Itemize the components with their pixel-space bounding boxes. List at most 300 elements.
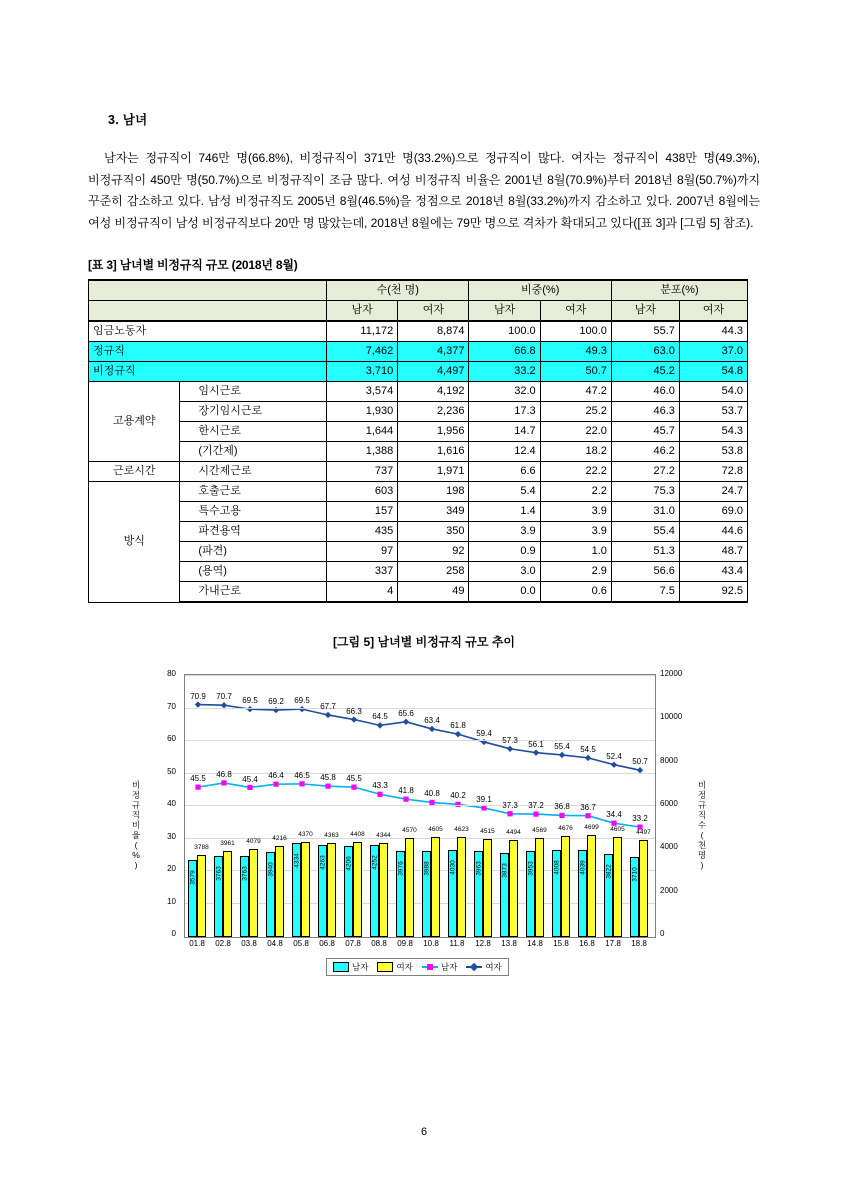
table-cell: 92.5 bbox=[679, 582, 747, 603]
table-cell: 31.0 bbox=[611, 502, 679, 522]
table-cell: 1.0 bbox=[540, 542, 611, 562]
row-category: 고용계약 bbox=[89, 382, 180, 462]
chart-xtick: 01.8 bbox=[189, 939, 205, 949]
chart-bar bbox=[275, 846, 284, 937]
chart-marker bbox=[403, 797, 408, 802]
chart-bar-label: 4039 bbox=[579, 859, 586, 875]
table-cell: 3.0 bbox=[469, 562, 540, 582]
chart-ytick-right: 6000 bbox=[660, 799, 678, 809]
chart-bar bbox=[249, 849, 258, 937]
table-cell: 1,616 bbox=[398, 442, 469, 462]
table-cell: 22.0 bbox=[540, 422, 611, 442]
chart-point-label: 37.2 bbox=[528, 801, 544, 811]
chart-marker bbox=[247, 785, 252, 790]
header-count: 수(천 명) bbox=[327, 280, 469, 301]
row-category: 방식 bbox=[89, 482, 180, 603]
table-row bbox=[89, 442, 748, 462]
chart-bar-label: 4515 bbox=[480, 828, 495, 836]
table-header-group-row bbox=[89, 280, 748, 301]
figure-caption: [그림 5] 남녀별 비정규직 규모 추이 bbox=[332, 635, 516, 650]
chart-bar-label: 3822 bbox=[605, 864, 612, 879]
chart-bar-label: 4570 bbox=[402, 827, 417, 835]
table-cell: 56.6 bbox=[611, 562, 679, 582]
table-cell: 11,172 bbox=[327, 321, 398, 342]
table-row bbox=[89, 522, 748, 542]
chart-gridline bbox=[185, 773, 655, 774]
chart-point-label: 37.3 bbox=[502, 800, 518, 810]
chart-ytick-right: 0 bbox=[660, 929, 665, 939]
chart-bar-label: 4079 bbox=[246, 837, 261, 845]
chart-ytick-left: 70 bbox=[167, 701, 176, 711]
table-cell: 53.8 bbox=[679, 442, 747, 462]
row-label: 호출근로 bbox=[180, 482, 327, 502]
chart-point-label: 40.8 bbox=[424, 789, 440, 799]
chart-bar-label: 3710 bbox=[631, 866, 638, 882]
table-row bbox=[89, 542, 748, 562]
section-title: 3. 남녀 bbox=[108, 113, 148, 127]
chart-ytick-right: 12000 bbox=[660, 669, 683, 679]
table-cell: 337 bbox=[327, 562, 398, 582]
chart-marker bbox=[533, 812, 538, 817]
chart-point-label: 65.6 bbox=[398, 708, 414, 718]
table-cell: 46.3 bbox=[611, 402, 679, 422]
chart-ytick-right: 10000 bbox=[660, 712, 683, 722]
table-cell: 4,377 bbox=[398, 342, 469, 362]
table-cell: 12.4 bbox=[469, 442, 540, 462]
legend-swatch-line-female bbox=[466, 963, 482, 971]
table-cell: 7,462 bbox=[327, 342, 398, 362]
table-cell: 1.4 bbox=[469, 502, 540, 522]
table-cell: 44.3 bbox=[679, 321, 747, 342]
chart-bar bbox=[535, 838, 544, 937]
table-cell: 45.2 bbox=[611, 362, 679, 382]
chart-point-label: 36.8 bbox=[554, 802, 570, 812]
table-cell: 5.4 bbox=[469, 482, 540, 502]
legend-label-bar-male: 남자 bbox=[352, 962, 369, 973]
chart-bar bbox=[587, 835, 596, 937]
chart-bar bbox=[379, 843, 388, 937]
chart-marker bbox=[377, 722, 383, 728]
chart-marker bbox=[507, 746, 513, 752]
table-cell: 54.8 bbox=[679, 362, 747, 382]
row-label: 임금노동자 bbox=[89, 321, 327, 342]
chart-bar-label: 3579 bbox=[189, 869, 196, 885]
chart-point-label: 45.5 bbox=[190, 774, 206, 784]
table-cell: 55.4 bbox=[611, 522, 679, 542]
chart-ytick-left: 20 bbox=[167, 864, 176, 874]
table-cell: 100.0 bbox=[469, 321, 540, 342]
table-head bbox=[89, 280, 748, 321]
chart-xtick: 16.8 bbox=[579, 939, 595, 949]
chart-marker bbox=[325, 784, 330, 789]
chart-bar bbox=[405, 838, 414, 937]
chart-bar-label: 3961 bbox=[220, 840, 235, 848]
chart-bar-label: 3788 bbox=[194, 843, 209, 851]
table-cell: 49.3 bbox=[540, 342, 611, 362]
chart-xtick: 14.8 bbox=[527, 939, 543, 949]
chart-bar-label: 4676 bbox=[558, 824, 573, 832]
chart-marker bbox=[351, 716, 357, 722]
chart-marker bbox=[559, 813, 564, 818]
table-cell: 603 bbox=[327, 482, 398, 502]
table-cell: 1,930 bbox=[327, 402, 398, 422]
table-cell: 53.7 bbox=[679, 402, 747, 422]
chart-xtick: 17.8 bbox=[605, 939, 621, 949]
table-cell: 349 bbox=[398, 502, 469, 522]
table-cell: 0.9 bbox=[469, 542, 540, 562]
chart-point-label: 70.7 bbox=[216, 692, 232, 702]
table-cell: 6.6 bbox=[469, 462, 540, 482]
chart-point-label: 46.8 bbox=[216, 769, 232, 779]
chart-point-label: 46.4 bbox=[268, 771, 284, 781]
chart-point-label: 70.9 bbox=[190, 691, 206, 701]
chart-bar bbox=[509, 840, 518, 937]
chart-xtick: 12.8 bbox=[475, 939, 491, 949]
chart-marker bbox=[481, 805, 486, 810]
row-label: (기간제) bbox=[180, 442, 327, 462]
chart-bar-label: 4408 bbox=[350, 830, 365, 838]
table-row bbox=[89, 382, 748, 402]
chart-ytick-left: 80 bbox=[167, 669, 176, 679]
chart-point-label: 41.8 bbox=[398, 786, 414, 796]
legend-label-bar-female: 여자 bbox=[396, 962, 413, 973]
chart-marker bbox=[533, 750, 539, 756]
legend-label-line-female: 여자 bbox=[485, 962, 502, 973]
chart-xtick: 07.8 bbox=[345, 939, 361, 949]
table-cell: 51.3 bbox=[611, 542, 679, 562]
chart-bar bbox=[327, 843, 336, 938]
figure-chart bbox=[88, 660, 760, 990]
table-cell: 7.5 bbox=[611, 582, 679, 603]
chart-point-label: 39.1 bbox=[476, 794, 492, 804]
body-paragraph: 남자는 정규직이 746만 명(66.8%), 비정규직이 371만 명(33.2%)으로 정규직이 많다. 여자는 정규직이 438만 명(49.3%), 비정규직이 450만 명(50.7%)으로 비정규직이 조금 많다. 여성 비정규직 비율은 2001년 8월(70.9%)부터 2018년 8월(50.7%)까지 꾸준히 감소하고 있다. 남성 비정규직도 2005년 8월(46.5%)을 정점으로 2018년 8월(33.2%)까지 감소하고 있다. 2007년 8월에는 여성 비정규직이 남성 비정규직보다 20만 명 많았는데, 2018년 8월에는 79만 명으로 격차가 확대되고 있다([표 3]과 [그림 5] 참조). bbox=[88, 151, 760, 230]
chart-point-label: 46.5 bbox=[294, 770, 310, 780]
chart-marker bbox=[455, 731, 461, 737]
chart-bar-label: 4370 bbox=[298, 831, 313, 839]
header-distribution: 분포(%) bbox=[611, 280, 747, 301]
chart-bar-label: 4497 bbox=[636, 828, 651, 836]
chart-bar-label: 4569 bbox=[532, 827, 547, 835]
chart-bar bbox=[457, 837, 466, 937]
table-cell: 97 bbox=[327, 542, 398, 562]
legend-label-line-male: 남자 bbox=[440, 962, 458, 973]
table-cell: 2.2 bbox=[540, 482, 611, 502]
subheader-dist-male: 남자 bbox=[611, 301, 679, 322]
legend-line-female bbox=[466, 961, 501, 973]
document-content bbox=[88, 110, 760, 990]
chart-bar-label: 4030 bbox=[449, 860, 456, 875]
row-label: 시간제근로 bbox=[180, 462, 327, 482]
table-subheader-row bbox=[89, 301, 748, 322]
chart-point-label: 66.3 bbox=[346, 706, 362, 716]
chart-bar-label: 4605 bbox=[428, 826, 443, 834]
table-cell: 3.9 bbox=[469, 522, 540, 542]
table-cell: 32.0 bbox=[469, 382, 540, 402]
table-cell: 47.2 bbox=[540, 382, 611, 402]
table-cell: 66.8 bbox=[469, 342, 540, 362]
chart-marker bbox=[429, 726, 435, 732]
chart-marker bbox=[559, 752, 565, 758]
chart-xtick: 05.8 bbox=[293, 939, 309, 949]
chart-bar-label: 4344 bbox=[376, 831, 391, 839]
table-cell: 43.4 bbox=[679, 562, 747, 582]
chart-xtick: 02.8 bbox=[215, 939, 231, 949]
chart-xtick: 08.8 bbox=[371, 939, 387, 949]
table-cell: 48.7 bbox=[679, 542, 747, 562]
subheader-count-male: 남자 bbox=[327, 301, 398, 322]
chart-point-label: 43.3 bbox=[372, 781, 388, 791]
chart-bar-label: 4605 bbox=[610, 826, 625, 834]
table-cell: 63.0 bbox=[611, 342, 679, 362]
chart-ylabel-right: 비 정 규 직 수 ( 천 명 ) bbox=[697, 780, 707, 871]
row-label: 가내근로 bbox=[180, 582, 327, 603]
chart-ytick-left: 60 bbox=[167, 734, 176, 744]
row-label: (용역) bbox=[180, 562, 327, 582]
table-cell: 44.6 bbox=[679, 522, 747, 542]
chart-bar-label: 3976 bbox=[397, 861, 404, 876]
chart-gridline bbox=[185, 708, 655, 709]
table-cell: 27.2 bbox=[611, 462, 679, 482]
table-cell: 198 bbox=[398, 482, 469, 502]
table-cell: 100.0 bbox=[540, 321, 611, 342]
chart-marker bbox=[195, 785, 200, 790]
chart-point-label: 61.8 bbox=[450, 721, 466, 731]
chart-xtick: 06.8 bbox=[319, 939, 335, 949]
chart-xtick: 18.8 bbox=[631, 939, 647, 949]
subheader-count-female: 여자 bbox=[398, 301, 469, 322]
table-cell: 37.0 bbox=[679, 342, 747, 362]
chart-marker bbox=[221, 780, 226, 785]
chart-ytick-left: 50 bbox=[167, 766, 176, 776]
chart-bar bbox=[639, 840, 648, 937]
legend-swatch-bar-female bbox=[377, 962, 393, 972]
table-cell: 45.7 bbox=[611, 422, 679, 442]
chart-ytick-right: 4000 bbox=[660, 842, 678, 852]
chart-point-label: 45.4 bbox=[242, 774, 258, 784]
table-cell: 25.2 bbox=[540, 402, 611, 422]
table-cell: 75.3 bbox=[611, 482, 679, 502]
nonregular-workers-table bbox=[88, 279, 748, 603]
chart-point-label: 57.3 bbox=[502, 735, 518, 745]
chart-marker bbox=[611, 762, 617, 768]
chart-bar-label: 4363 bbox=[324, 831, 339, 839]
chart-bar-label: 3940 bbox=[267, 861, 274, 877]
chart-ytick-left: 10 bbox=[167, 896, 176, 906]
chart-ylabel-left: 비 정 규 직 비 율 ( % ) bbox=[131, 780, 141, 871]
table-row bbox=[89, 562, 748, 582]
chart-bar bbox=[197, 855, 206, 937]
chart-bar-label: 4008 bbox=[553, 860, 560, 875]
chart-bar-label: 3763 bbox=[241, 865, 248, 881]
chart-marker bbox=[507, 811, 512, 816]
chart-point-label: 36.7 bbox=[580, 802, 596, 812]
chart-point-label: 63.4 bbox=[424, 716, 440, 725]
subheader-dist-female: 여자 bbox=[679, 301, 747, 322]
chart-marker bbox=[299, 781, 304, 786]
legend-bar-male bbox=[333, 961, 368, 973]
chart-bar bbox=[431, 837, 440, 937]
chart-ytick-left: 40 bbox=[167, 799, 176, 809]
table-cell: 69.0 bbox=[679, 502, 747, 522]
table-cell: 1,971 bbox=[398, 462, 469, 482]
table-cell: 24.7 bbox=[679, 482, 747, 502]
chart-xtick: 15.8 bbox=[553, 939, 569, 949]
chart-xtick: 04.8 bbox=[267, 939, 283, 949]
table-cell: 55.7 bbox=[611, 321, 679, 342]
chart-xtick: 11.8 bbox=[449, 939, 465, 949]
table-row bbox=[89, 342, 748, 362]
chart-point-label: 69.2 bbox=[268, 697, 284, 707]
chart-bar-label: 4334 bbox=[293, 853, 300, 868]
table-cell: 3,574 bbox=[327, 382, 398, 402]
chart-point-label: 69.5 bbox=[294, 696, 310, 706]
table-cell: 92 bbox=[398, 542, 469, 562]
table-cell: 2.9 bbox=[540, 562, 611, 582]
table-cell: 2,236 bbox=[398, 402, 469, 422]
chart-bar bbox=[613, 837, 622, 937]
table-cell: 1,388 bbox=[327, 442, 398, 462]
chart-point-label: 33.2 bbox=[632, 814, 648, 824]
table-row bbox=[89, 582, 748, 603]
table-cell: 350 bbox=[398, 522, 469, 542]
page-number: 6 bbox=[420, 1126, 428, 1138]
table-cell: 72.8 bbox=[679, 462, 747, 482]
chart-point-label: 59.4 bbox=[476, 729, 492, 738]
table-cell: 1,644 bbox=[327, 422, 398, 442]
chart-bar bbox=[301, 842, 310, 937]
header-blank bbox=[89, 280, 327, 301]
row-category: 근로시간 bbox=[89, 462, 180, 482]
row-label: (파견) bbox=[180, 542, 327, 562]
table-caption: [표 3] 남녀별 비정규직 규모 (2018년 8월) bbox=[88, 258, 298, 273]
chart-bar-label: 3963 bbox=[475, 861, 482, 876]
chart-point-label: 67.7 bbox=[320, 702, 336, 712]
chart-bar-label: 4263 bbox=[319, 854, 326, 870]
table-row bbox=[89, 462, 748, 482]
row-label: 임시근로 bbox=[180, 382, 327, 402]
row-label: 비정규직 bbox=[89, 362, 327, 382]
table-cell: 46.0 bbox=[611, 382, 679, 402]
chart-point-label: 50.7 bbox=[632, 757, 648, 767]
subheader-share-female: 여자 bbox=[540, 301, 611, 322]
table-cell: 18.2 bbox=[540, 442, 611, 462]
table-cell: 157 bbox=[327, 502, 398, 522]
row-label: 파견용역 bbox=[180, 522, 327, 542]
chart-point-label: 55.4 bbox=[554, 742, 570, 751]
chart-bar-label: 3953 bbox=[527, 861, 534, 877]
chart-bar-label: 3988 bbox=[423, 860, 430, 876]
row-label: 한시근로 bbox=[180, 422, 327, 442]
chart-bar-label: 4206 bbox=[345, 856, 352, 871]
table-row bbox=[89, 362, 748, 382]
chart-xtick: 10.8 bbox=[423, 939, 439, 949]
table-cell: 3,710 bbox=[327, 362, 398, 382]
table-cell: 54.3 bbox=[679, 422, 747, 442]
chart-bar bbox=[353, 842, 362, 938]
chart-legend bbox=[326, 958, 509, 976]
chart-marker bbox=[403, 719, 409, 725]
header-share: 비중(%) bbox=[469, 280, 611, 301]
table-cell: 4,192 bbox=[398, 382, 469, 402]
chart-marker bbox=[377, 792, 382, 797]
table-cell: 22.2 bbox=[540, 462, 611, 482]
chart-point-label: 40.2 bbox=[450, 791, 466, 801]
table-row bbox=[89, 422, 748, 442]
chart-bar-label: 4699 bbox=[584, 824, 599, 832]
table-row bbox=[89, 321, 748, 342]
chart-bar-label: 3763 bbox=[215, 865, 222, 881]
chart-point-label: 69.5 bbox=[242, 696, 258, 706]
table-cell: 1,956 bbox=[398, 422, 469, 442]
chart-point-label: 45.5 bbox=[346, 774, 362, 784]
chart-gridline bbox=[185, 740, 655, 741]
legend-line-male bbox=[422, 961, 457, 973]
table-cell: 8,874 bbox=[398, 321, 469, 342]
chart-ytick-right: 2000 bbox=[660, 885, 678, 895]
table-row bbox=[89, 482, 748, 502]
chart-bar-label: 4216 bbox=[272, 834, 287, 842]
chart-marker bbox=[273, 782, 278, 787]
chart-marker bbox=[611, 821, 616, 826]
table-cell: 258 bbox=[398, 562, 469, 582]
chart-bar bbox=[561, 836, 570, 937]
table-cell: 435 bbox=[327, 522, 398, 542]
row-label: 특수고용 bbox=[180, 502, 327, 522]
table-cell: 0.6 bbox=[540, 582, 611, 603]
table-cell: 3.9 bbox=[540, 502, 611, 522]
chart-bar bbox=[223, 851, 232, 937]
chart-ytick-right: 8000 bbox=[660, 755, 678, 765]
row-label: 정규직 bbox=[89, 342, 327, 362]
table-cell: 49 bbox=[398, 582, 469, 603]
subheader-blank bbox=[89, 301, 327, 322]
chart-point-label: 56.1 bbox=[528, 739, 544, 749]
chart-point-label: 45.8 bbox=[320, 773, 336, 783]
chart-xtick: 03.8 bbox=[241, 939, 257, 949]
legend-swatch-bar-male bbox=[333, 962, 349, 972]
chart-point-label: 34.4 bbox=[606, 810, 622, 820]
chart-xtick: 09.8 bbox=[397, 939, 413, 949]
table-cell: 3.9 bbox=[540, 522, 611, 542]
chart-marker bbox=[585, 813, 590, 818]
table-cell: 4 bbox=[327, 582, 398, 603]
table-cell: 54.0 bbox=[679, 382, 747, 402]
chart-bar-label: 4252 bbox=[371, 855, 378, 870]
table-body bbox=[89, 321, 748, 602]
chart-point-label: 52.4 bbox=[606, 751, 622, 761]
table-row bbox=[89, 402, 748, 422]
table-cell: 4,497 bbox=[398, 362, 469, 382]
chart-plot-area bbox=[184, 674, 656, 938]
table-cell: 17.3 bbox=[469, 402, 540, 422]
legend-swatch-line-male bbox=[422, 963, 438, 971]
chart-bar-label: 4494 bbox=[506, 828, 521, 836]
chart-bar-label: 3873 bbox=[501, 863, 508, 878]
chart-marker bbox=[351, 785, 356, 790]
table-row bbox=[89, 502, 748, 522]
table-cell: 46.2 bbox=[611, 442, 679, 462]
table-cell: 50.7 bbox=[540, 362, 611, 382]
chart-bar bbox=[483, 839, 492, 937]
table-cell: 0.0 bbox=[469, 582, 540, 603]
chart-ytick-left: 0 bbox=[171, 929, 176, 939]
chart-marker bbox=[585, 755, 591, 761]
subheader-share-male: 남자 bbox=[469, 301, 540, 322]
chart-ytick-left: 30 bbox=[167, 831, 176, 841]
row-label: 장기임시근로 bbox=[180, 402, 327, 422]
chart-xtick: 13.8 bbox=[501, 939, 517, 949]
table-cell: 737 bbox=[327, 462, 398, 482]
